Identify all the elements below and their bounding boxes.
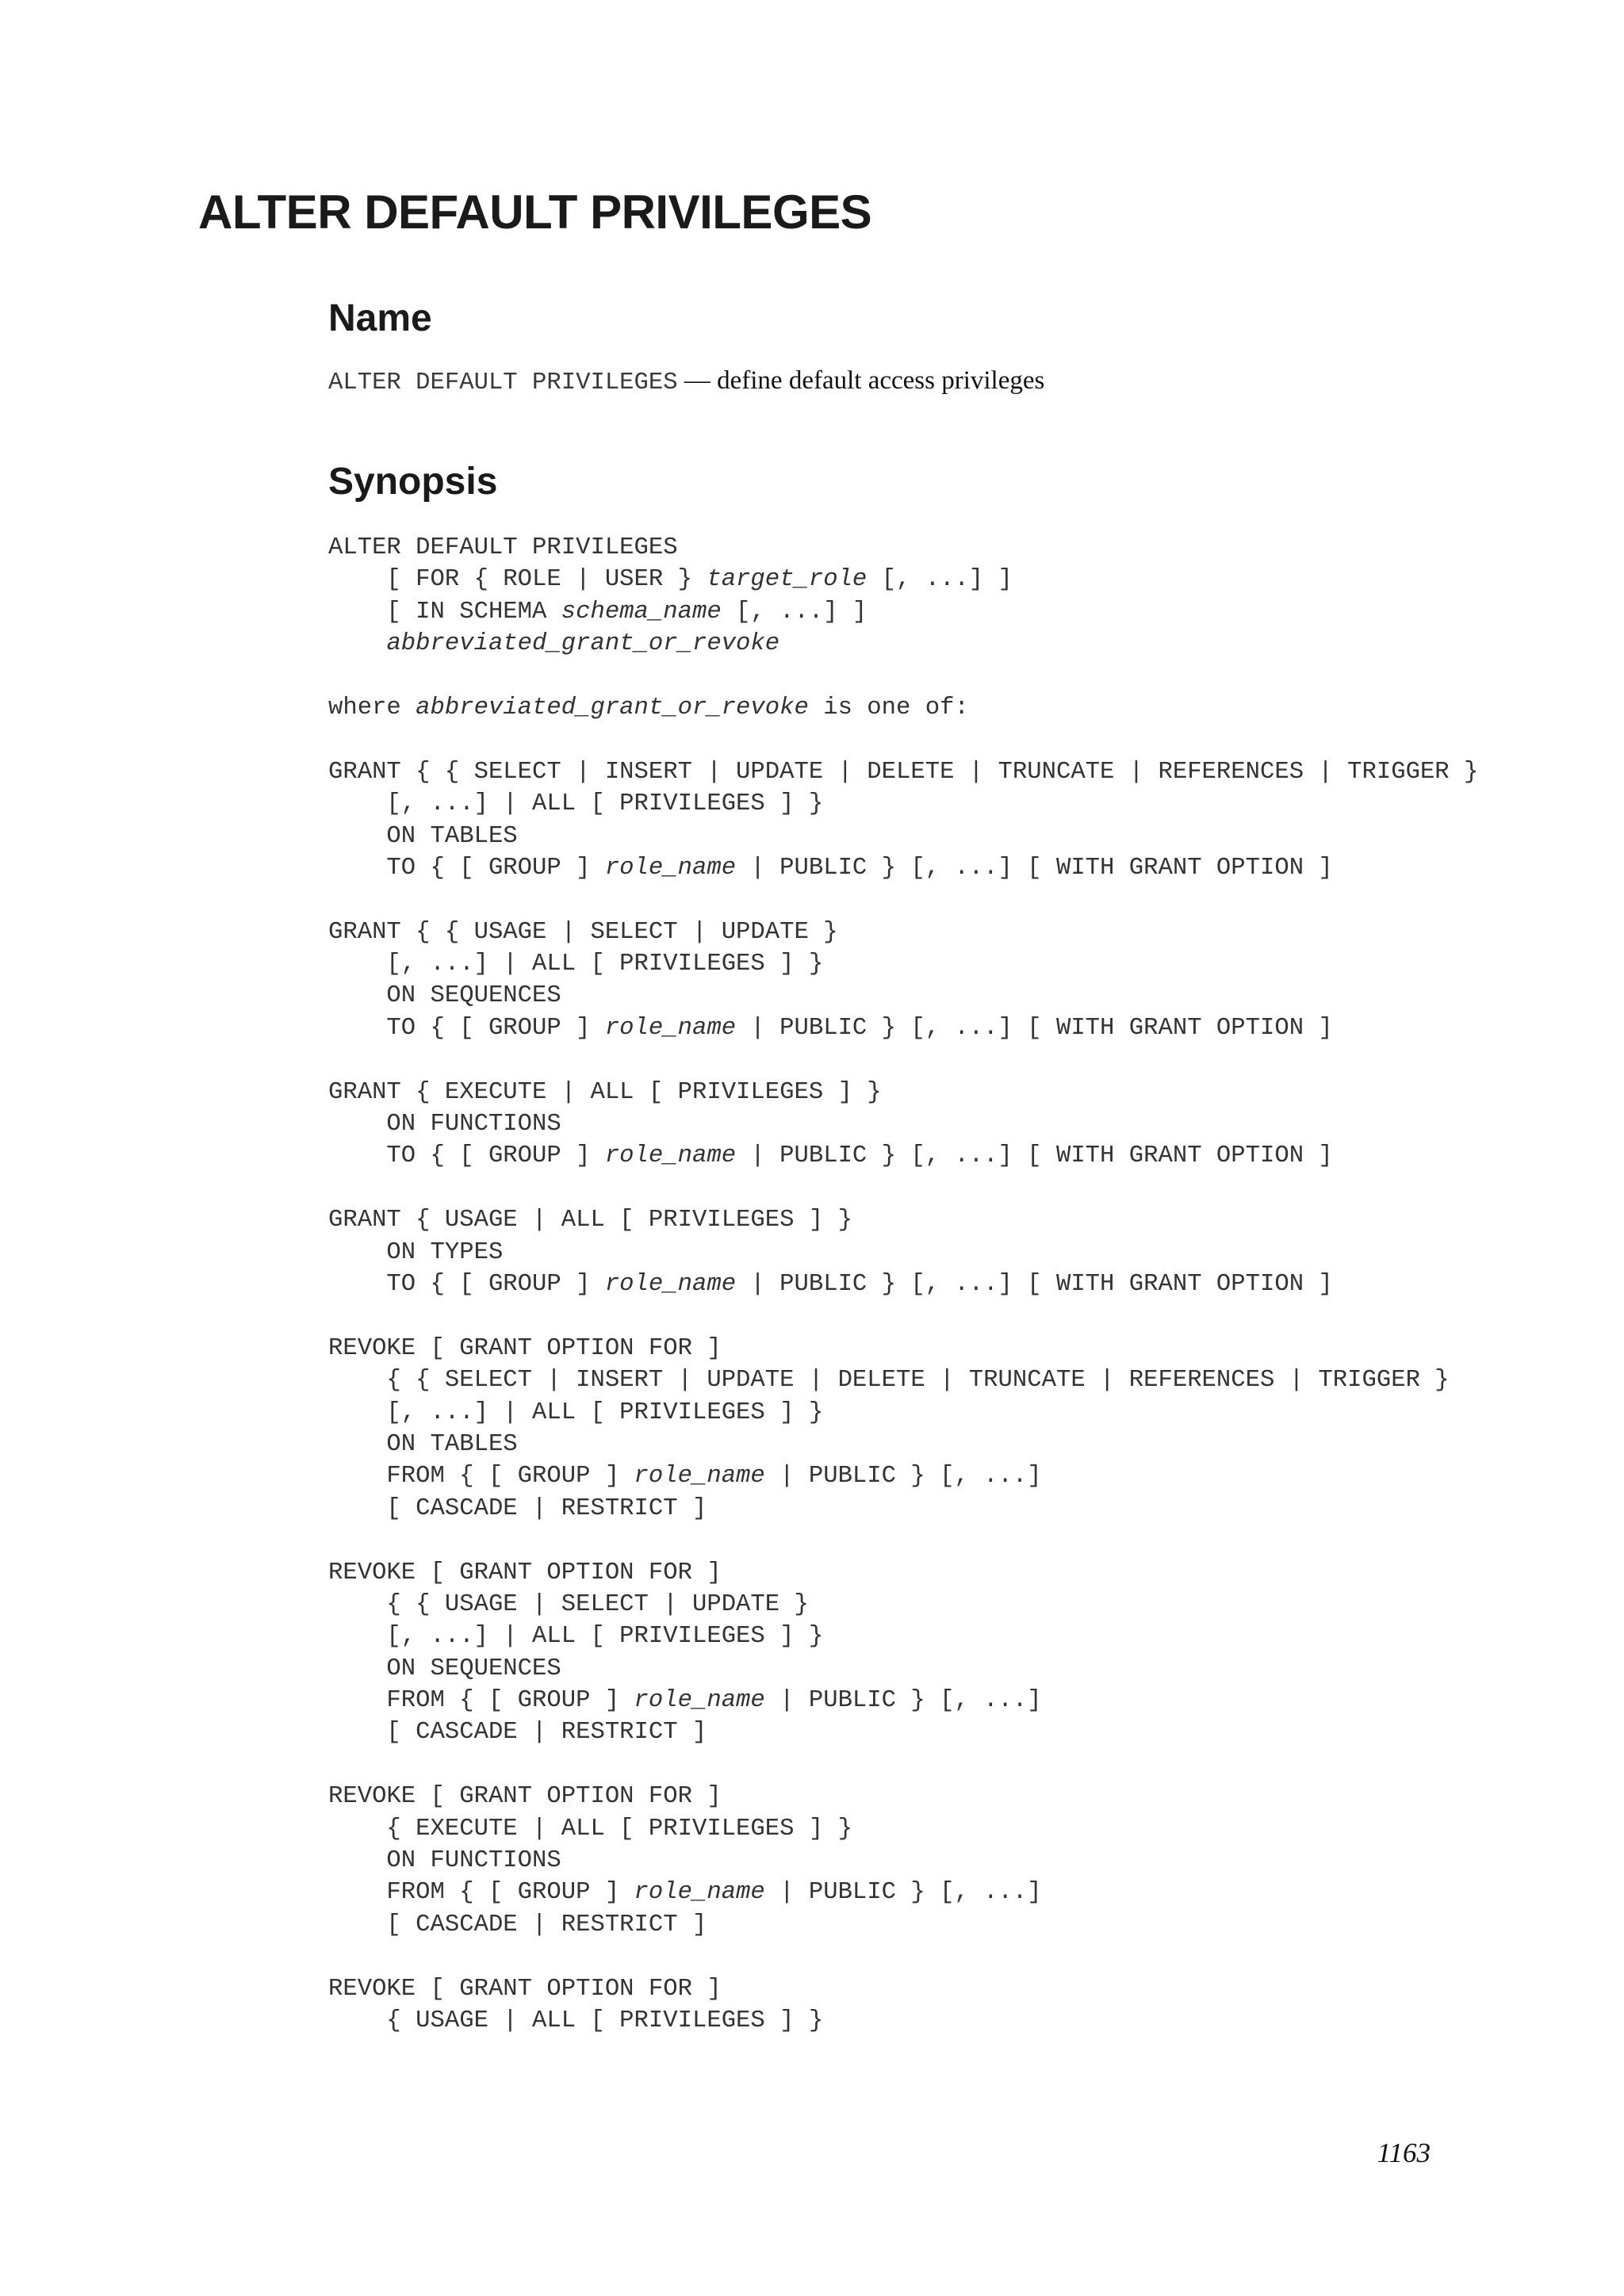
synopsis-text: FROM { [ GROUP ] [328, 1879, 634, 1907]
synopsis-line [328, 1653, 1478, 1685]
synopsis-line [328, 1525, 1478, 1556]
synopsis-line [328, 1237, 1478, 1269]
synopsis-text: | PUBLIC } [, ...] [ WITH GRANT OPTION ] [736, 1270, 1333, 1298]
synopsis-text: | PUBLIC } [, ...] [764, 1463, 1042, 1490]
synopsis-line [328, 948, 1478, 980]
page-number: 1163 [1377, 2137, 1431, 2168]
placeholder-term: abbreviated_grant_or_revoke [386, 630, 780, 658]
synopsis-text: REVOKE [ GRANT OPTION FOR ] [328, 1334, 722, 1362]
synopsis-text: ALTER DEFAULT PRIVILEGES [328, 534, 678, 561]
synopsis-line [328, 1173, 1478, 1204]
synopsis-text: REVOKE [ GRANT OPTION FOR ] [328, 1559, 722, 1586]
synopsis-line [328, 1781, 1478, 1812]
synopsis-text: FROM { [ GROUP ] [328, 1463, 634, 1490]
synopsis-line [328, 532, 1478, 564]
synopsis-text: ON FUNCTIONS [328, 1111, 561, 1138]
synopsis-text: | PUBLIC } [, ...] [ WITH GRANT OPTION ] [736, 1014, 1333, 1042]
synopsis-line [328, 980, 1478, 1012]
synopsis-text: GRANT { EXECUTE | ALL [ PRIVILEGES ] } [328, 1078, 882, 1106]
synopsis-line [328, 1108, 1478, 1140]
synopsis-line [328, 756, 1478, 788]
synopsis-text: [, ...] ] [867, 566, 1013, 594]
placeholder-term: role_name [634, 1687, 765, 1715]
synopsis-line [328, 1973, 1478, 2005]
placeholder-term: schema_name [561, 598, 722, 626]
synopsis-line [328, 692, 1478, 724]
synopsis-line [328, 1813, 1478, 1845]
synopsis-line [328, 884, 1478, 916]
synopsis-line [328, 1749, 1478, 1781]
synopsis-line [328, 2005, 1478, 2037]
synopsis-text: [ CASCADE | RESTRICT ] [328, 1494, 707, 1522]
synopsis-text: [, ...] | ALL [ PRIVILEGES ] } [328, 1399, 824, 1426]
synopsis-line [328, 1941, 1478, 1973]
synopsis-text: | PUBLIC } [, ...] [ WITH GRANT OPTION ] [736, 1142, 1333, 1170]
page-title: ALTER DEFAULT PRIVILEGES [198, 186, 872, 239]
synopsis-text: [, ...] | ALL [ PRIVILEGES ] } [328, 951, 824, 978]
synopsis-text: [ IN SCHEMA [328, 598, 561, 626]
placeholder-term: role_name [634, 1463, 765, 1490]
synopsis-line [328, 660, 1478, 692]
synopsis-line [328, 1300, 1478, 1332]
synopsis-line [328, 596, 1478, 628]
synopsis-text: { USAGE | ALL [ PRIVILEGES ] } [328, 2007, 824, 2034]
synopsis-text: is one of: [808, 694, 969, 721]
synopsis-line [328, 1716, 1478, 1748]
synopsis-line [328, 1077, 1478, 1108]
placeholder-term: role_name [604, 1014, 737, 1042]
command-description: — define default access privileges [677, 366, 1045, 395]
synopsis-text [328, 630, 386, 657]
placeholder-term: role_name [604, 1142, 737, 1170]
placeholder-term: role_name [604, 1270, 737, 1298]
synopsis-line [328, 1140, 1478, 1172]
synopsis-text: REVOKE [ GRANT OPTION FOR ] [328, 1783, 722, 1811]
placeholder-term: target_role [707, 566, 868, 594]
synopsis-text: { EXECUTE | ALL [ PRIVILEGES ] } [328, 1815, 852, 1843]
synopsis-text: [ FOR { ROLE | USER } [328, 566, 707, 594]
synopsis-text: TO { [ GROUP ] [328, 1270, 605, 1298]
synopsis-text: ON TABLES [328, 822, 518, 850]
synopsis-section-heading: Synopsis [328, 461, 498, 503]
synopsis-line [328, 724, 1478, 756]
synopsis-line [328, 564, 1478, 595]
synopsis-line [328, 1589, 1478, 1621]
synopsis-text: | PUBLIC } [, ...] [764, 1687, 1042, 1715]
synopsis-line [328, 1909, 1478, 1941]
synopsis-line [328, 788, 1478, 820]
synopsis-text: { { SELECT | INSERT | UPDATE | DELETE | TRUNCATE | REFERENCES | TRIGGER } [328, 1367, 1450, 1395]
synopsis-text: ON SEQUENCES [328, 982, 561, 1010]
synopsis-text: ON SEQUENCES [328, 1655, 561, 1682]
synopsis-line [328, 1044, 1478, 1076]
synopsis-text: where [328, 694, 416, 721]
name-section-heading: Name [328, 297, 432, 339]
synopsis-line [328, 1204, 1478, 1236]
synopsis-text: TO { [ GROUP ] [328, 1142, 605, 1170]
synopsis-text: | PUBLIC } [, ...] [764, 1879, 1042, 1907]
synopsis-line [328, 821, 1478, 852]
synopsis-text: [ CASCADE | RESTRICT ] [328, 1911, 707, 1938]
synopsis-text: FROM { [ GROUP ] [328, 1687, 634, 1715]
synopsis-text: ON TABLES [328, 1430, 518, 1458]
synopsis-line [328, 628, 1478, 660]
synopsis-line [328, 1845, 1478, 1877]
synopsis-line [328, 1397, 1478, 1429]
synopsis-text: [, ...] | ALL [ PRIVILEGES ] } [328, 790, 824, 818]
synopsis-line [328, 1621, 1478, 1652]
synopsis-code-block [328, 532, 1478, 2037]
synopsis-text: REVOKE [ GRANT OPTION FOR ] [328, 1975, 722, 2003]
synopsis-text: GRANT { { SELECT | INSERT | UPDATE | DELETE | TRUNCATE | REFERENCES | TRIGGER } [328, 758, 1479, 786]
synopsis-line [328, 1012, 1478, 1044]
synopsis-line [328, 1557, 1478, 1589]
synopsis-line [328, 1460, 1478, 1492]
synopsis-text: [, ...] ] [721, 598, 868, 626]
synopsis-line [328, 1333, 1478, 1364]
name-summary [328, 363, 1044, 398]
synopsis-text: ON FUNCTIONS [328, 1847, 561, 1875]
synopsis-line [328, 1877, 1478, 1908]
synopsis-text: TO { [ GROUP ] [328, 1014, 605, 1042]
synopsis-line [328, 1493, 1478, 1525]
synopsis-text: TO { [ GROUP ] [328, 854, 605, 882]
synopsis-text: ON TYPES [328, 1238, 504, 1266]
placeholder-term: role_name [604, 854, 737, 882]
placeholder-term: abbreviated_grant_or_revoke [416, 694, 809, 721]
synopsis-text: [ CASCADE | RESTRICT ] [328, 1719, 707, 1747]
placeholder-term: role_name [634, 1879, 765, 1907]
synopsis-line [328, 1429, 1478, 1460]
synopsis-text: GRANT { USAGE | ALL [ PRIVILEGES ] } [328, 1207, 852, 1234]
synopsis-text: [, ...] | ALL [ PRIVILEGES ] } [328, 1623, 824, 1651]
synopsis-text: { { USAGE | SELECT | UPDATE } [328, 1590, 809, 1618]
synopsis-line [328, 1364, 1478, 1396]
command-name: ALTER DEFAULT PRIVILEGES [328, 369, 678, 396]
synopsis-line [328, 1269, 1478, 1300]
synopsis-text: | PUBLIC } [, ...] [ WITH GRANT OPTION ] [736, 854, 1333, 882]
synopsis-text: GRANT { { USAGE | SELECT | UPDATE } [328, 918, 838, 946]
synopsis-line [328, 916, 1478, 948]
synopsis-line [328, 1685, 1478, 1716]
synopsis-line [328, 852, 1478, 884]
